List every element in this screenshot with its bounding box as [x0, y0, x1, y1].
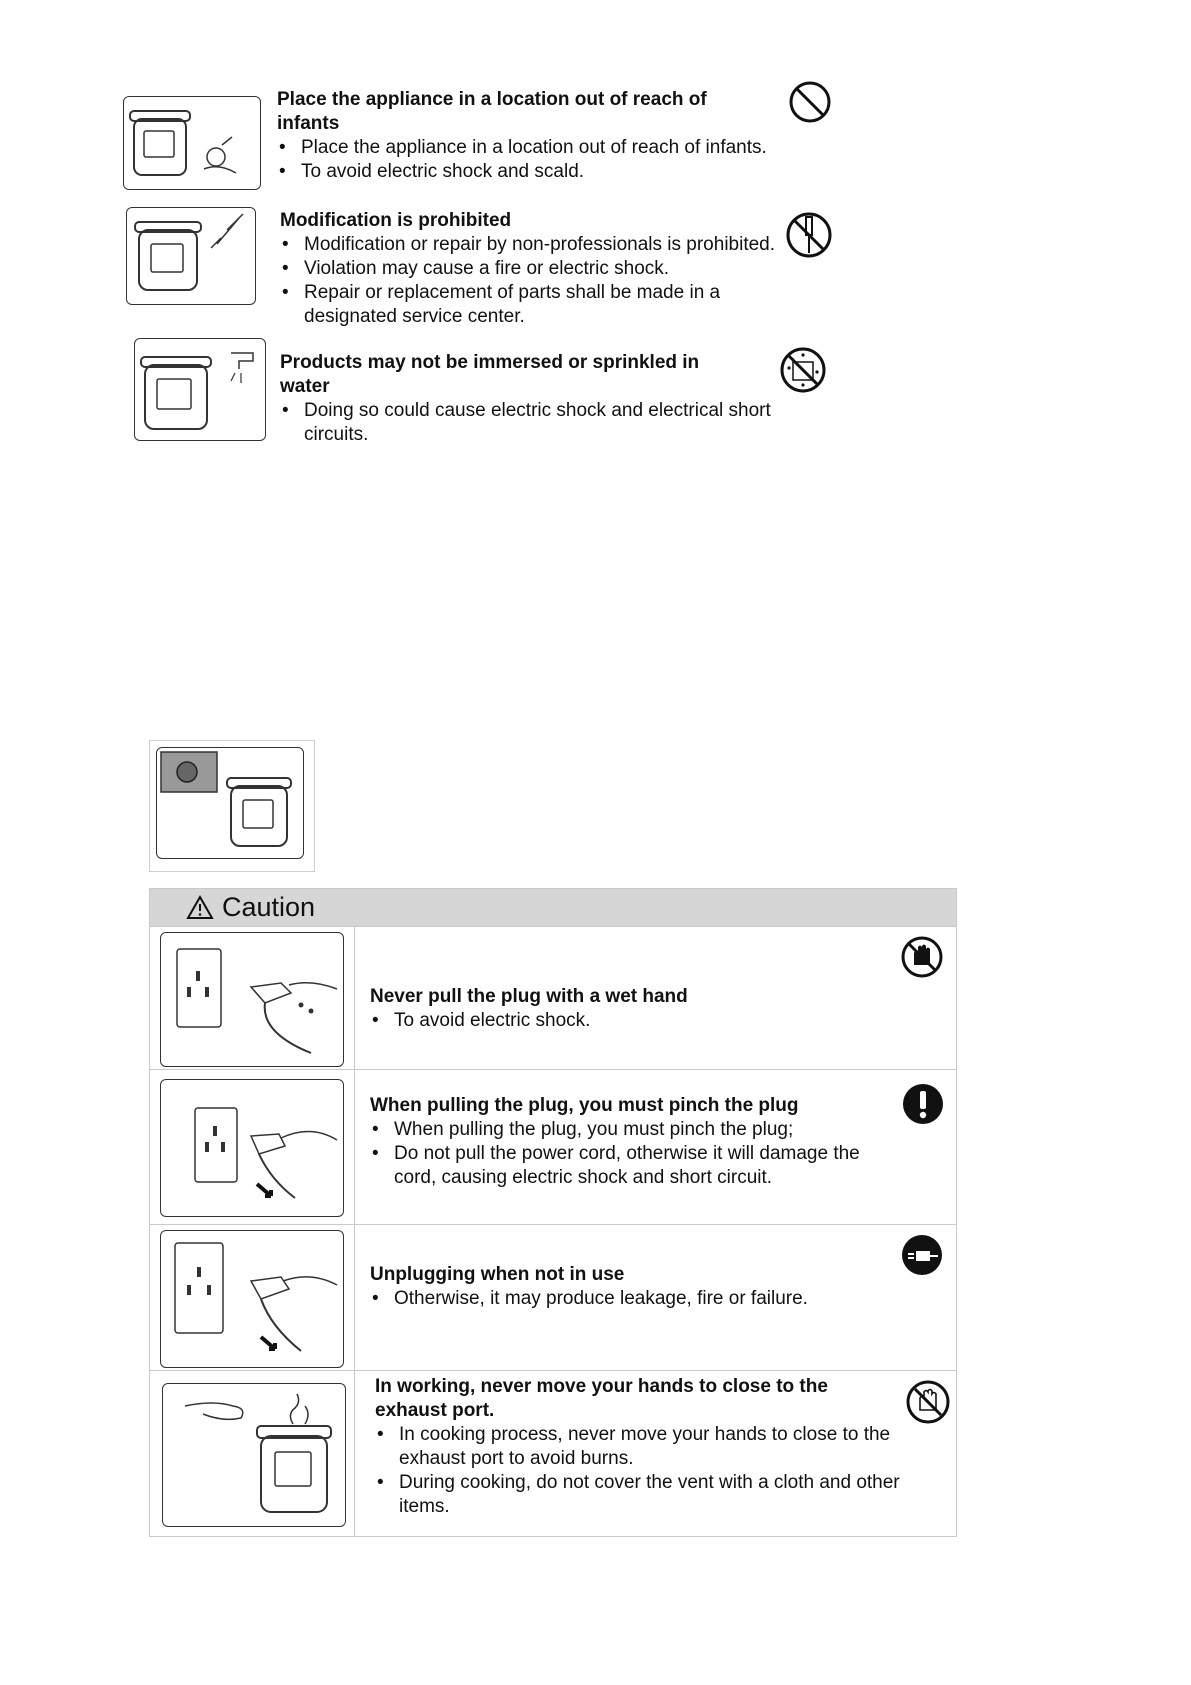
caution-row — [150, 1069, 956, 1225]
warning-bullet: • Violation may cause a fire or electric shock. — [280, 257, 800, 281]
caution-row-title: Unplugging when not in use — [370, 1264, 625, 1285]
caution-header — [150, 889, 956, 927]
wet-hand-plug-illustration — [160, 932, 344, 1067]
pressure-release-illustration-frame — [149, 740, 315, 872]
caution-row — [150, 1370, 956, 1537]
pinch-plug-illustration — [160, 1079, 344, 1217]
warning-modification — [280, 209, 800, 329]
warning-title: Products may not be immersed or sprinkled in water — [280, 352, 700, 397]
warning-bullet: • Place the appliance in a location out of reach of infants. — [277, 136, 817, 160]
caution-title: Caution — [222, 892, 316, 922]
warning-title: Modification is prohibited — [280, 210, 512, 231]
prohibited-icon — [788, 80, 832, 124]
no-wet-hands-icon — [900, 935, 944, 979]
caution-row-title: In working, never move your hands to close to the exhaust port. — [375, 1376, 828, 1421]
caution-bullet: • Do not pull the power cord, otherwise it will damage the cord, causing electric shock and short circuit. — [370, 1142, 904, 1190]
caution-bullet: • Otherwise, it may produce leakage, fire or failure. — [370, 1287, 900, 1311]
mandatory-icon — [901, 1082, 945, 1126]
unplug-illustration — [160, 1230, 344, 1368]
caution-bullet: • When pulling the plug, you must pinch the plug; — [370, 1118, 910, 1142]
no-water-icon — [779, 346, 827, 394]
warning-bullet: • Doing so could cause electric shock and electrical short circuits. — [280, 399, 774, 447]
warning-bullet: • Modification or repair by non-professionals is prohibited. — [280, 233, 800, 257]
caution-row — [150, 926, 956, 1070]
caution-text — [370, 1263, 900, 1311]
caution-bullet: • During cooking, do not cover the vent with a cloth and other items. — [375, 1471, 939, 1519]
warning-title: Place the appliance in a location out of reach of infants — [277, 89, 707, 134]
unplug-icon — [900, 1233, 944, 1277]
modification-cooker-illustration — [126, 207, 256, 305]
caution-row — [150, 1224, 956, 1371]
caution-text — [370, 1094, 910, 1190]
water-cooker-illustration — [134, 338, 266, 441]
no-disassembly-icon — [785, 211, 833, 259]
caution-row-title: Never pull the plug with a wet hand — [370, 986, 688, 1007]
caution-text — [375, 1375, 905, 1519]
caution-bullet: • To avoid electric shock. — [370, 1009, 900, 1033]
caution-table — [149, 888, 957, 1537]
no-touch-icon — [905, 1379, 951, 1425]
caution-bullet: • In cooking process, never move your hands to close to the exhaust port to avoid burns. — [375, 1423, 899, 1471]
pressure-release-illustration — [156, 747, 304, 859]
caution-text — [370, 985, 900, 1033]
warning-water — [280, 351, 771, 447]
exhaust-port-illustration — [162, 1383, 346, 1527]
warning-infants — [277, 88, 817, 184]
caution-row-title: When pulling the plug, you must pinch the plug — [370, 1095, 799, 1116]
warning-bullet: • To avoid electric shock and scald. — [277, 160, 817, 184]
warning-triangle-icon — [186, 895, 214, 920]
infant-cooker-illustration — [123, 96, 261, 190]
warning-bullet: • Repair or replacement of parts shall be made in a designated service center. — [280, 281, 734, 329]
